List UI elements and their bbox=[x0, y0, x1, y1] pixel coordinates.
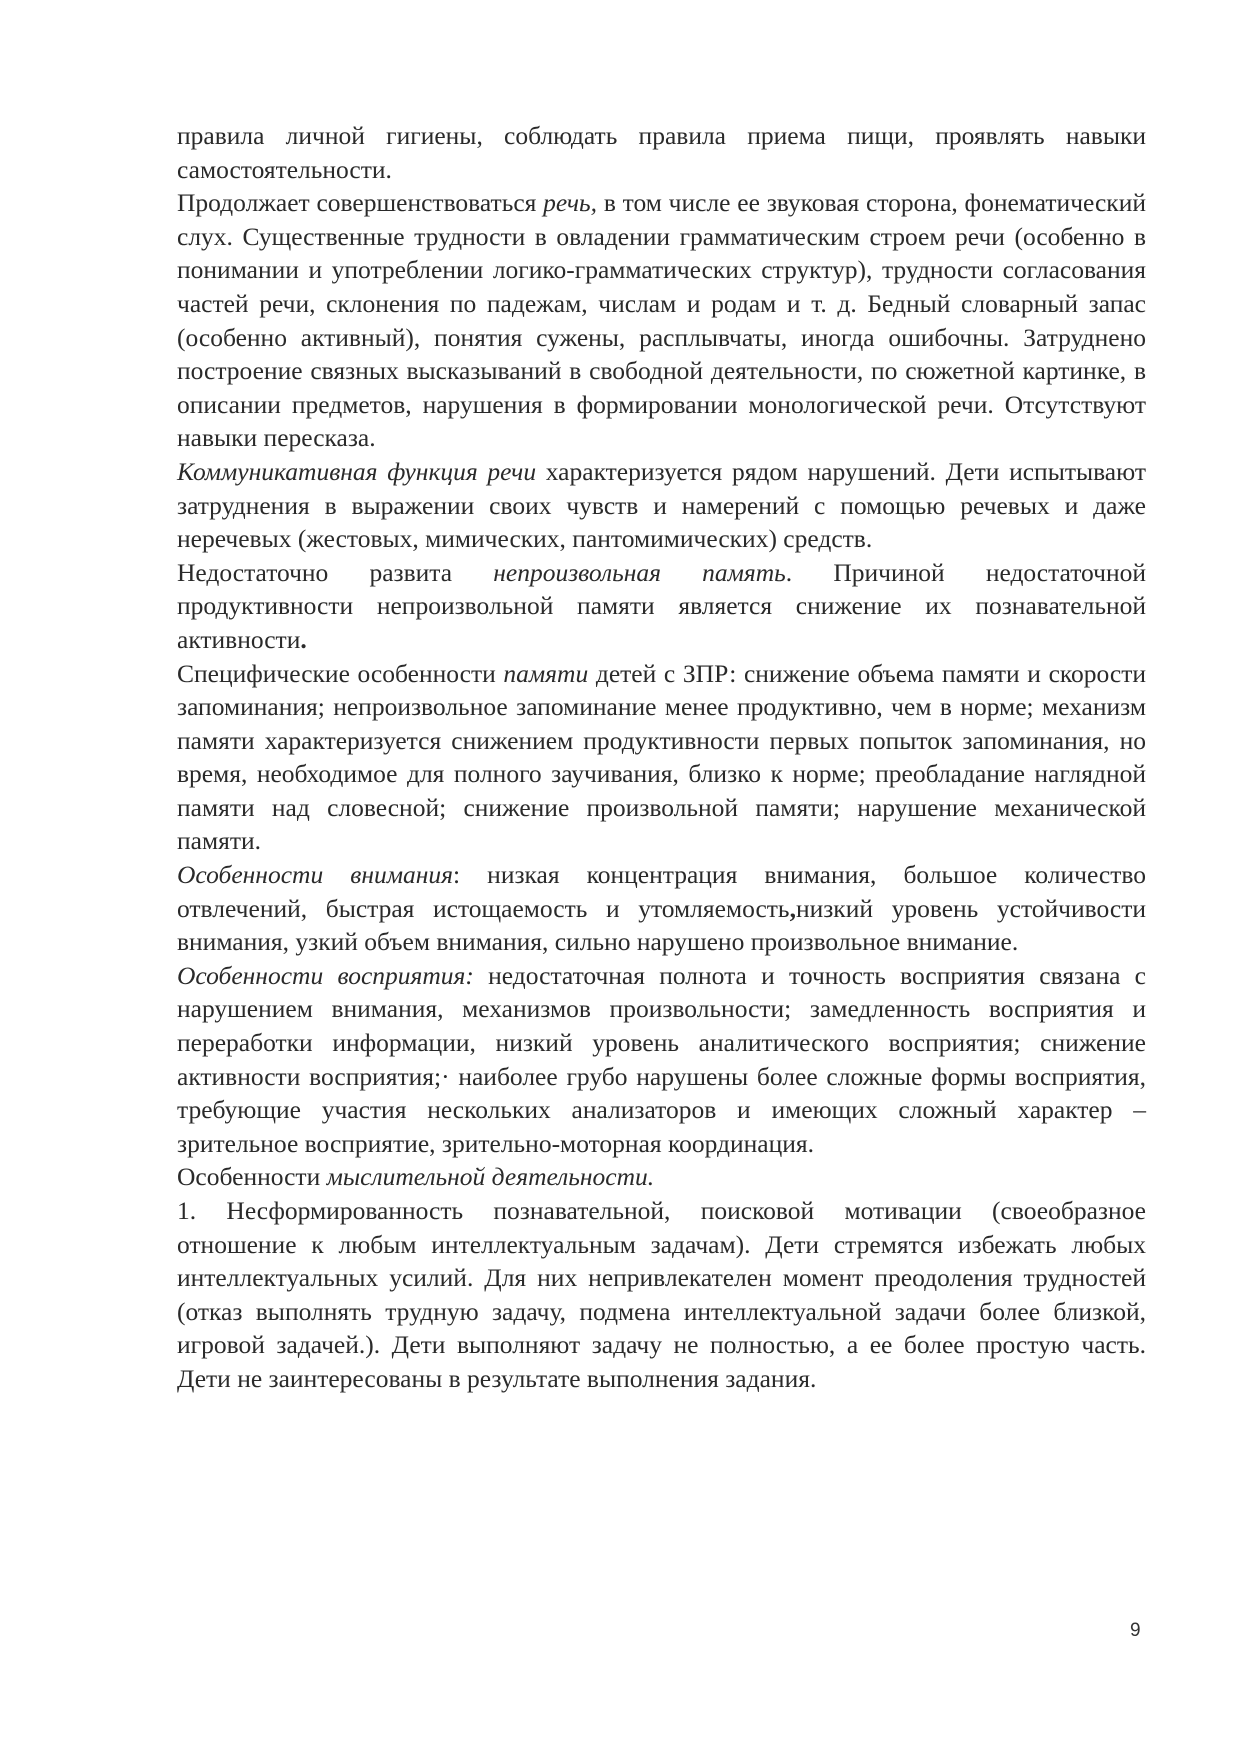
italic-term: Коммуникативная функция речи bbox=[177, 456, 537, 486]
italic-term: мыслительной деятельности. bbox=[326, 1162, 655, 1192]
paragraph-text: . Причиной недостаточной продуктивности непроизвольной памяти является снижение их познавательной активности bbox=[177, 557, 1147, 654]
paragraph-text: Недостаточно развита bbox=[177, 557, 494, 587]
paragraph-text: : низкая концентрация внимания, большое количество отвлечений, быстрая истощаемость и утомляемость bbox=[177, 860, 1147, 923]
paragraph-involuntary-memory bbox=[177, 556, 1146, 657]
body-text bbox=[177, 119, 1146, 1396]
italic-term: непроизвольная память bbox=[493, 557, 786, 587]
italic-term: памяти bbox=[503, 658, 589, 688]
paragraph-text: Продолжает совершенствоваться bbox=[177, 188, 544, 218]
italic-term: Особенности внимания bbox=[177, 860, 454, 890]
paragraph-motivation bbox=[177, 1194, 1146, 1396]
paragraph-speech bbox=[177, 186, 1146, 455]
italic-term: речь, bbox=[543, 188, 598, 218]
paragraph-text: 1. Несформированность познавательной, поисковой мотивации (своеобразное отношение к любым интеллектуальным задачам). Дети стремятся избежать любых интеллектуальных усилий. Для них непривлекателен момент преодоления трудностей (отказ выполнять трудную задачу, подмена интеллектуальной задачи более близкой, игровой задачей.). Дети выполняют задачу не полностью, а ее более простую часть. Дети не заинтересованы в результате выполнения задания. bbox=[177, 1196, 1146, 1393]
paragraph-text: недостаточная полнота и точность восприятия связана с нарушением внимания, механизмов произвольности; замедленность восприятия и переработки информации, низкий уровень аналитического восприятия; снижение активности восприятия;· наиболее грубо нарушены более сложные формы восприятия, требующие участия нескольких анализаторов и имеющих сложный характер – зрительное восприятие, зрительно-моторная координация. bbox=[177, 960, 1146, 1158]
paragraph-perception-features bbox=[177, 959, 1146, 1161]
paragraph-text: детей с ЗПР: снижение объема памяти и скорости запоминания; непроизвольное запоминание менее продуктивно, чем в норме; механизм памяти характеризуется снижением продуктивности первых попыток запоминания, но время, необходимое для полного заучивания, близко к норме; преобладание наглядной памяти над словесной; снижение произвольной памяти; нарушение механической памяти. bbox=[177, 658, 1146, 856]
bold-period: . bbox=[300, 624, 307, 654]
paragraph-text: правила личной гигиены, соблюдать правила приема пищи, проявлять навыки самостоятельности. bbox=[177, 121, 1146, 184]
paragraph-memory-features bbox=[177, 657, 1146, 859]
italic-term: Особенности восприятия: bbox=[177, 960, 474, 990]
paragraph-hygiene bbox=[177, 119, 1146, 186]
page-number: 9 bbox=[1130, 1620, 1141, 1641]
paragraph-attention-features bbox=[177, 858, 1146, 959]
paragraph-thinking-heading bbox=[177, 1160, 1146, 1194]
paragraph-text: характеризуется рядом нарушений. Дети испытывают затруднения в выражении своих чувств и намерений с помощью речевых и даже неречевых (жестовых, мимических, пантомимических) средств. bbox=[177, 456, 1146, 554]
paragraph-communicative-function bbox=[177, 455, 1146, 556]
paragraph-text: Особенности bbox=[177, 1162, 327, 1192]
paragraph-text: в том числе ее звуковая сторона, фонематический слух. Существенные трудности в овладении грамматическим строем речи (особенно в понимании и употреблении логико-грамматических структур), трудности согласования частей речи, склонения по падежам, числам и родам и т. д. Бедный словарный запас (особенно активный), понятия сужены, расплывчаты, иногда ошибочны. Затруднено построение связных высказываний в свободной деятельности, по сюжетной картинке, в описании предметов, нарушения в формировании монологической речи. Отсутствуют навыки пересказа. bbox=[177, 188, 1146, 453]
paragraph-text: Специфические особенности bbox=[177, 658, 504, 688]
bold-comma: , bbox=[789, 893, 796, 923]
paragraph-text: низкий уровень устойчивости внимания, узкий объем внимания, сильно нарушено произвольное внимание. bbox=[177, 893, 1147, 957]
